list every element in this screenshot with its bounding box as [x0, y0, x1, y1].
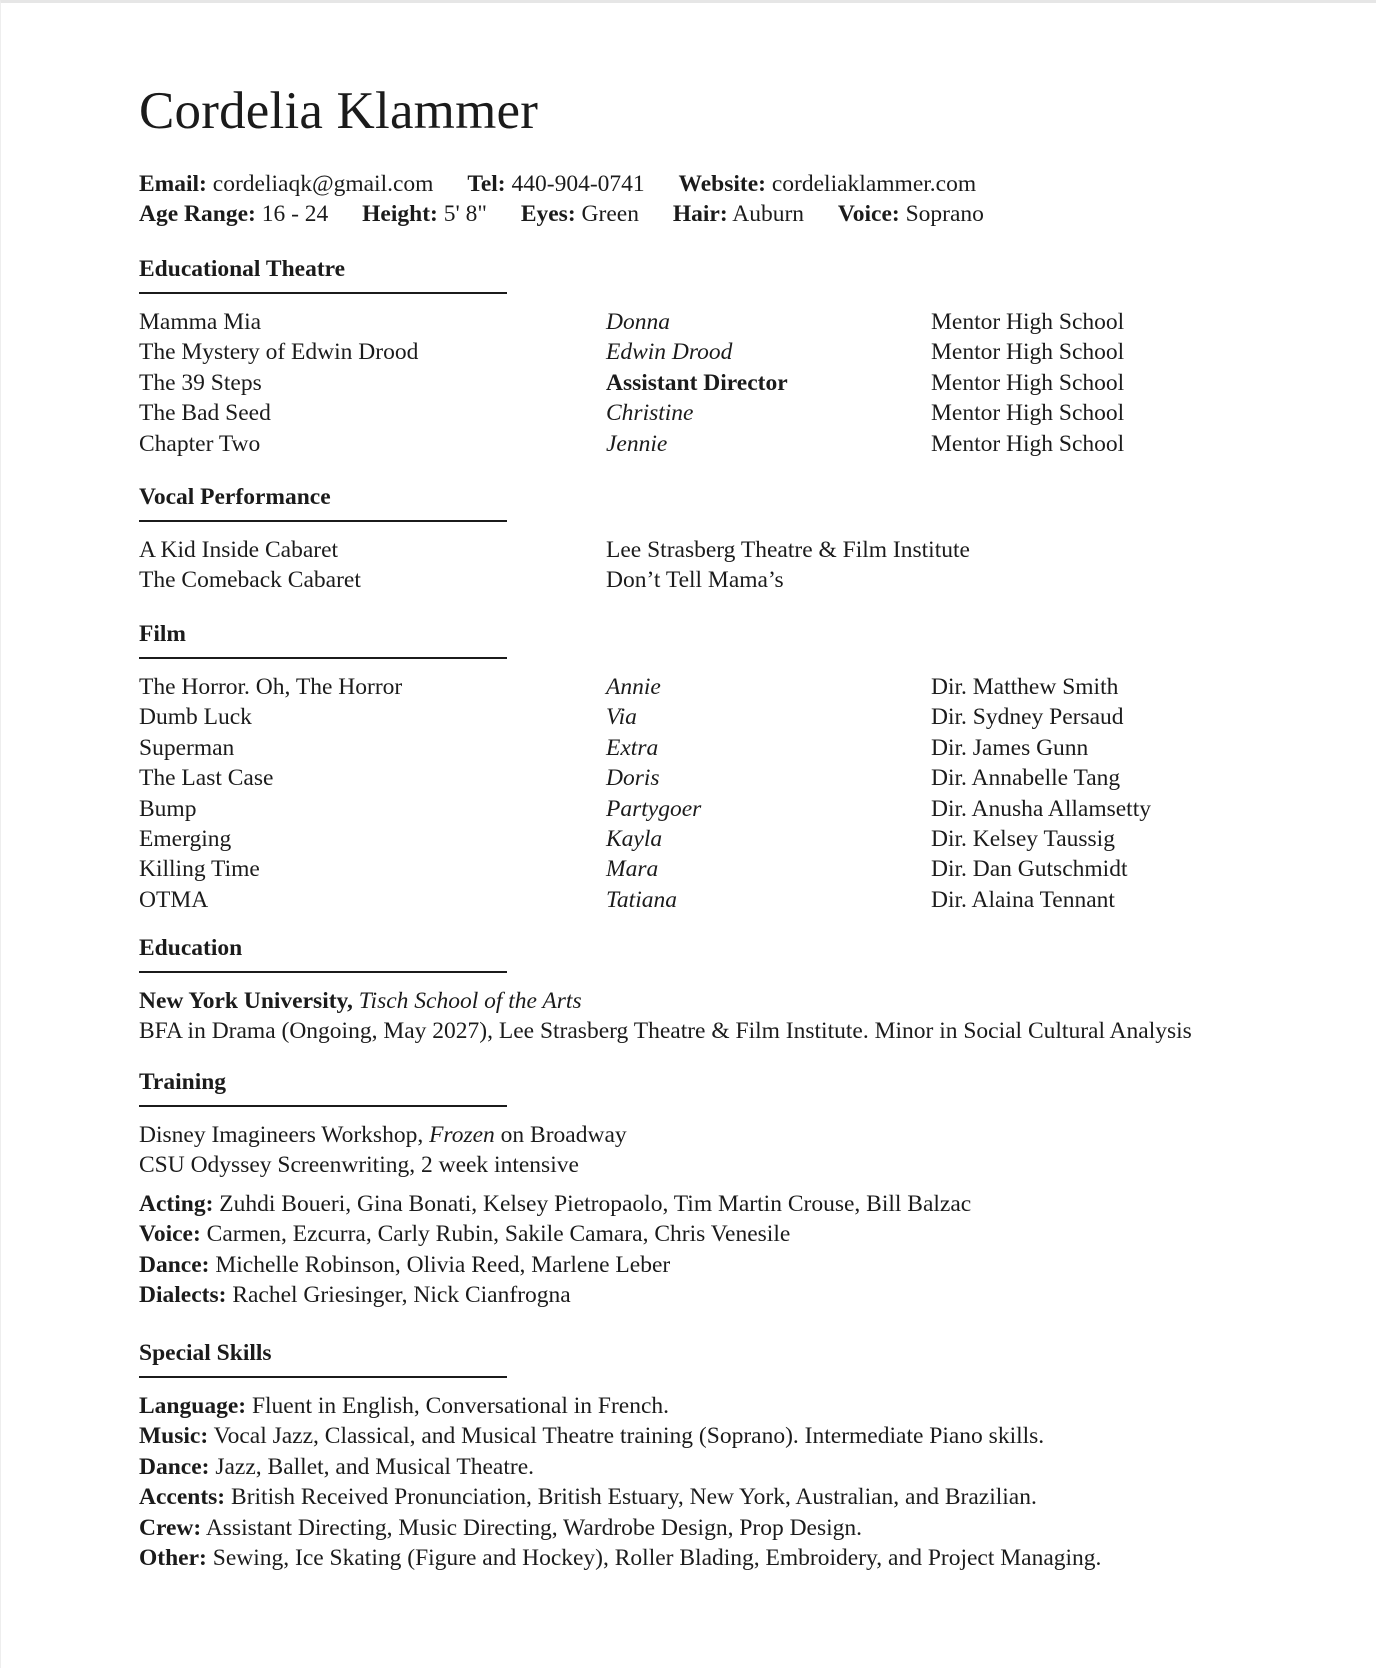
email-field [139, 169, 433, 199]
eyes-value: Green [581, 201, 639, 227]
website-label: Website: [678, 171, 766, 197]
contact-row [139, 169, 1012, 199]
hair-field [673, 199, 804, 229]
section-title: Vocal Performance [139, 484, 507, 522]
website-value[interactable]: cordeliaklammer.com [771, 171, 977, 197]
section-title: Film [139, 621, 507, 659]
film-director: Dir. Anusha Allamsetty [931, 795, 1151, 822]
voice-field [838, 199, 984, 229]
education-body [139, 986, 1289, 1047]
credit-role: Edwin Drood [606, 339, 733, 366]
training-section [139, 1069, 1289, 1310]
credit-venue: Mentor High School [931, 369, 1125, 396]
credit-show: Mamma Mia [139, 309, 262, 335]
credit-row [139, 733, 1289, 763]
credits-list [139, 307, 1289, 459]
skill-line [139, 1482, 1289, 1512]
film-director: Dir. Kelsey Taussig [931, 825, 1115, 852]
film-director: Dir. Alaina Tennant [931, 886, 1115, 913]
film-role: Mara [606, 856, 659, 883]
email-value[interactable]: cordeliaqk@gmail.com [212, 171, 434, 197]
teachers-label: Dance: [139, 1251, 210, 1278]
stats-row [139, 199, 1012, 229]
age-field [139, 199, 328, 229]
film-director: Dir. Matthew Smith [931, 674, 1119, 700]
school-sub: Tisch School of the Arts [358, 988, 582, 1014]
credit-venue: Mentor High School [931, 400, 1125, 427]
skill-line [139, 1421, 1289, 1451]
skill-value: Sewing, Ice Skating (Figure and Hockey), Roller Blading, Embroidery, and Project Managing. [212, 1545, 1102, 1572]
film-title: Superman [139, 734, 235, 761]
credit-row [139, 672, 1289, 702]
film-director: Dir. Annabelle Tang [931, 765, 1121, 792]
tel-label: Tel: [467, 171, 506, 197]
age-label: Age Range: [139, 201, 256, 227]
section-title: Educational Theatre [139, 256, 507, 294]
credit-row [139, 429, 1289, 459]
education-section [139, 935, 1289, 1047]
teachers-line [139, 1219, 1289, 1249]
credits-list [139, 535, 1289, 596]
tel-value[interactable]: 440-904-0741 [511, 171, 645, 197]
teachers-value: Michelle Robinson, Olivia Reed, Marlene Leber [215, 1251, 671, 1278]
credit-venue: Mentor High School [931, 430, 1125, 457]
credit-role: Jennie [606, 430, 668, 457]
hair-value: Auburn [732, 201, 805, 227]
height-field [362, 199, 487, 229]
teachers-value: Carmen, Ezcurra, Carly Rubin, Sakile Camara, Chris Venesile [206, 1221, 791, 1248]
voice-value: Soprano [905, 201, 984, 227]
credit-row [139, 398, 1289, 428]
credit-role: Assistant Director [606, 369, 788, 396]
credit-venue: Mentor High School [931, 309, 1125, 335]
age-value: 16 - 24 [261, 201, 329, 227]
film-title: Killing Time [139, 856, 260, 883]
teachers-value: Rachel Griesinger, Nick Cianfrogna [232, 1282, 571, 1309]
teachers-line [139, 1280, 1289, 1310]
film-role: Via [606, 704, 637, 731]
film-role: Tatiana [606, 886, 677, 913]
credit-venue: Lee Strasberg Theatre & Film Institute [606, 537, 970, 563]
credit-row [139, 368, 1289, 398]
email-label: Email: [139, 171, 207, 197]
vocal-performance-section [139, 484, 1289, 596]
film-role: Annie [606, 674, 661, 700]
section-title: Training [139, 1069, 507, 1107]
film-title: Emerging [139, 825, 232, 852]
hair-label: Hair: [672, 201, 728, 227]
credit-row [139, 854, 1289, 884]
workshop-text: on Broadway [500, 1122, 627, 1148]
film-role: Kayla [606, 825, 663, 852]
film-role: Extra [606, 734, 659, 761]
skill-label: Music: [139, 1423, 209, 1450]
workshop-line: CSU Odyssey Screenwriting, 2 week intensive [139, 1152, 579, 1179]
film-section [139, 621, 1289, 915]
skill-label: Accents: [139, 1484, 226, 1511]
credit-row [139, 763, 1289, 793]
voice-label: Voice: [837, 201, 900, 227]
film-title: The Horror. Oh, The Horror [139, 674, 403, 700]
workshop-line [139, 1120, 1289, 1150]
film-role: Doris [606, 765, 660, 792]
credit-row [139, 702, 1289, 732]
school-name: New York University, [139, 988, 353, 1014]
school-line [139, 986, 1289, 1016]
workshop-show: Frozen [429, 1122, 495, 1148]
credit-show: The Bad Seed [139, 400, 271, 427]
credit-row [139, 307, 1289, 337]
film-title: The Last Case [139, 765, 274, 792]
credits-list [139, 672, 1289, 915]
credit-venue: Don’t Tell Mama’s [606, 567, 784, 594]
credit-row [139, 565, 1289, 595]
teachers-line [139, 1189, 1289, 1219]
film-title: OTMA [139, 886, 209, 913]
credit-role: Donna [606, 309, 670, 335]
contact-block [139, 169, 1012, 229]
credit-show: A Kid Inside Cabaret [139, 537, 339, 563]
credit-row [139, 337, 1289, 367]
credit-row [139, 824, 1289, 854]
degree-line: BFA in Drama (Ongoing, May 2027), Lee Strasberg Theatre & Film Institute. Minor in Social Cultural Analysis [139, 1018, 1192, 1045]
film-director: Dir. Dan Gutschmidt [931, 856, 1128, 883]
credit-row [139, 535, 1289, 565]
film-title: Bump [139, 795, 197, 822]
film-director: Dir. James Gunn [931, 734, 1089, 761]
eyes-field [521, 199, 639, 229]
skill-label: Crew: [139, 1514, 202, 1541]
skill-label: Language: [139, 1393, 247, 1419]
skill-value: Assistant Directing, Music Directing, Wardrobe Design, Prop Design. [205, 1514, 863, 1541]
skill-label: Other: [139, 1545, 207, 1572]
website-field [679, 169, 977, 199]
skills-body [139, 1391, 1289, 1573]
teachers-value: Zuhdi Boueri, Gina Bonati, Kelsey Pietropaolo, Tim Martin Crouse, Bill Balzac [219, 1190, 972, 1217]
teachers-label: Acting: [139, 1190, 214, 1217]
skill-value: British Received Pronunciation, British Estuary, New York, Australian, and Brazilian. [231, 1484, 1037, 1511]
educational-theatre-section [139, 256, 1289, 459]
credit-venue: Mentor High School [931, 339, 1125, 366]
credit-show: The 39 Steps [139, 369, 262, 396]
training-body [139, 1120, 1289, 1310]
film-role: Partygoer [606, 795, 702, 822]
skill-value: Fluent in English, Conversational in French. [251, 1393, 670, 1419]
credit-show: Chapter Two [139, 430, 261, 457]
credit-row [139, 885, 1289, 915]
credit-role: Christine [606, 400, 694, 427]
tel-field [467, 169, 644, 199]
workshop-text: Disney Imagineers Workshop, [139, 1122, 424, 1148]
film-director: Dir. Sydney Persaud [931, 704, 1124, 731]
credit-row [139, 794, 1289, 824]
skill-value: Vocal Jazz, Classical, and Musical Theatre training (Soprano). Intermediate Piano skills. [213, 1423, 1045, 1450]
skill-line [139, 1452, 1289, 1482]
resume-name: Cordelia Klammer [139, 82, 539, 140]
height-value: 5' 8" [443, 201, 487, 227]
skill-line [139, 1513, 1289, 1543]
section-title: Education [139, 935, 507, 973]
credit-show: The Comeback Cabaret [139, 567, 361, 594]
skill-label: Dance: [139, 1453, 210, 1480]
credit-show: The Mystery of Edwin Drood [139, 339, 419, 366]
skill-value: Jazz, Ballet, and Musical Theatre. [215, 1453, 535, 1480]
skill-line [139, 1543, 1289, 1573]
teachers-label: Dialects: [139, 1282, 227, 1309]
section-title: Special Skills [139, 1340, 507, 1378]
height-label: Height: [362, 201, 438, 227]
eyes-label: Eyes: [520, 201, 576, 227]
skill-line [139, 1391, 1289, 1421]
teachers-line [139, 1250, 1289, 1280]
teachers-label: Voice: [139, 1221, 201, 1248]
special-skills-section [139, 1340, 1289, 1573]
film-title: Dumb Luck [139, 704, 252, 731]
